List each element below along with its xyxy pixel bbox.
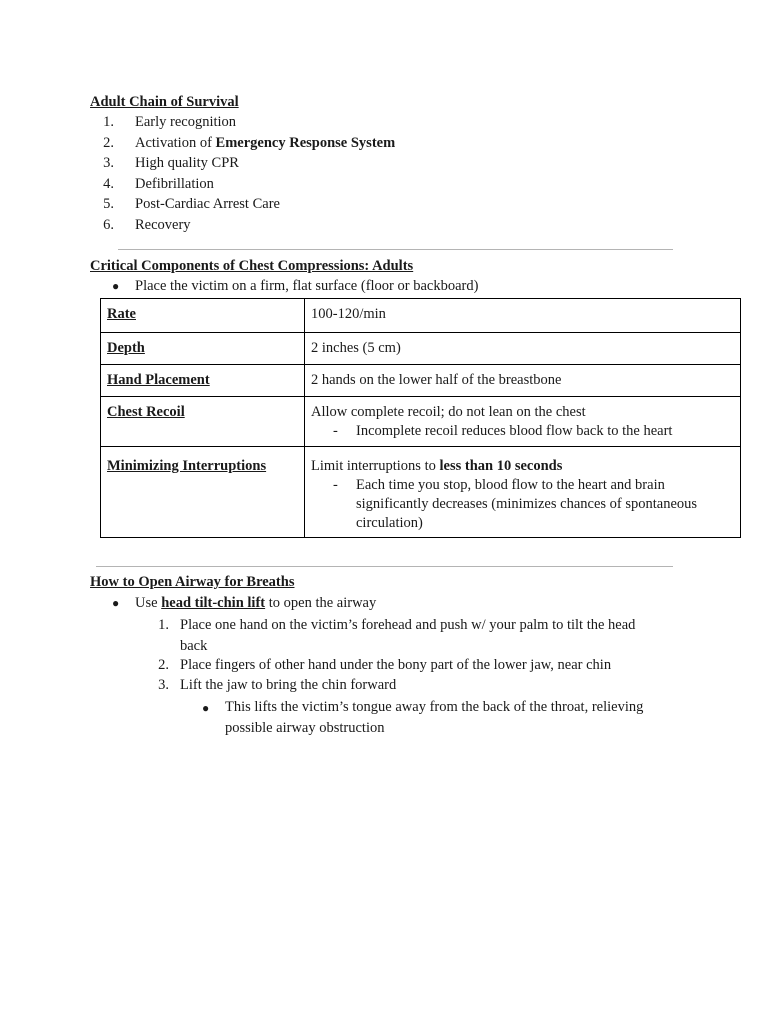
table-row	[101, 333, 741, 365]
row-value: Allow complete recoil; do not lean on the chest - Incomplete recoil reduces blood flow back to the heart	[305, 397, 741, 447]
compressions-table	[100, 298, 741, 538]
compressions-bullet: ● Place the victim on a firm, flat surface (floor or backboard)	[112, 278, 479, 294]
table-row	[101, 299, 741, 333]
list-number: 2.	[103, 135, 114, 151]
bullet-icon: ●	[112, 279, 120, 293]
section-divider	[96, 566, 673, 567]
list-number: 2.	[158, 657, 169, 673]
bullet-icon: ●	[202, 701, 210, 715]
airway-sub-bullet: ● This lifts the victim’s tongue away from the back of the throat, relieving possible airway obstruction	[202, 699, 644, 736]
airway-bullet: ● Use head tilt-chin lift to open the airway	[112, 595, 377, 611]
row-label: Minimizing Interruptions	[101, 447, 305, 538]
list-number: 3.	[158, 677, 169, 693]
list-item	[135, 615, 665, 656]
section-divider	[118, 249, 673, 250]
list-number: 4.	[103, 176, 114, 192]
list-text: High quality CPR	[135, 155, 239, 171]
list-text: Defibrillation	[135, 176, 214, 192]
list-text: Post-Cardiac Arrest Care	[135, 196, 280, 212]
row-label: Hand Placement	[101, 365, 305, 397]
row-label: Rate	[101, 299, 305, 333]
table-row	[101, 365, 741, 397]
row-value: 2 hands on the lower half of the breastbone	[305, 365, 741, 397]
dash-marker: -	[333, 477, 338, 493]
list-number: 6.	[103, 217, 114, 233]
row-value: 2 inches (5 cm)	[305, 333, 741, 365]
dash-marker: -	[333, 423, 338, 439]
list-number: 1.	[103, 114, 114, 130]
list-text: Lift the jaw to bring the chin forward	[180, 677, 397, 693]
list-number: 5.	[103, 196, 114, 212]
sub-point: - Incomplete recoil reduces blood flow back to the heart	[333, 423, 673, 439]
table-row	[101, 447, 741, 538]
bold-term: Emergency Response System	[215, 135, 396, 151]
compressions-heading: Critical Components of Chest Compressions: Adults	[90, 258, 414, 274]
table-row	[101, 397, 741, 447]
sub-point: - Each time you stop, blood flow to the heart and brain significantly decreases (minimizes chances of spontaneous circulation)	[333, 477, 698, 531]
row-value: Limit interruptions to less than 10 seconds - Each time you stop, blood flow to the heart and brain significantly decreases (minimizes chances of spontaneous circulation)	[305, 447, 741, 538]
list-text: Early recognition	[135, 114, 237, 130]
row-value: 100-120/min	[305, 299, 741, 333]
list-text: Place one hand on the victim’s forehead and push w/ your palm to tilt the head back	[180, 617, 636, 654]
list-text: Activation of Emergency Response System	[135, 135, 396, 151]
list-number: 3.	[103, 155, 114, 171]
bold-term: less than 10 seconds	[439, 458, 563, 474]
technique-term: head tilt-chin lift	[161, 595, 266, 611]
survival-heading: Adult Chain of Survival	[90, 94, 239, 110]
list-text: Recovery	[135, 217, 191, 233]
list-text: Place fingers of other hand under the bony part of the lower jaw, near chin	[180, 657, 612, 673]
airway-heading: How to Open Airway for Breaths	[90, 574, 295, 590]
row-label: Chest Recoil	[101, 397, 305, 447]
bullet-icon: ●	[112, 596, 120, 610]
row-label: Depth	[101, 333, 305, 365]
list-number: 1.	[158, 617, 169, 633]
